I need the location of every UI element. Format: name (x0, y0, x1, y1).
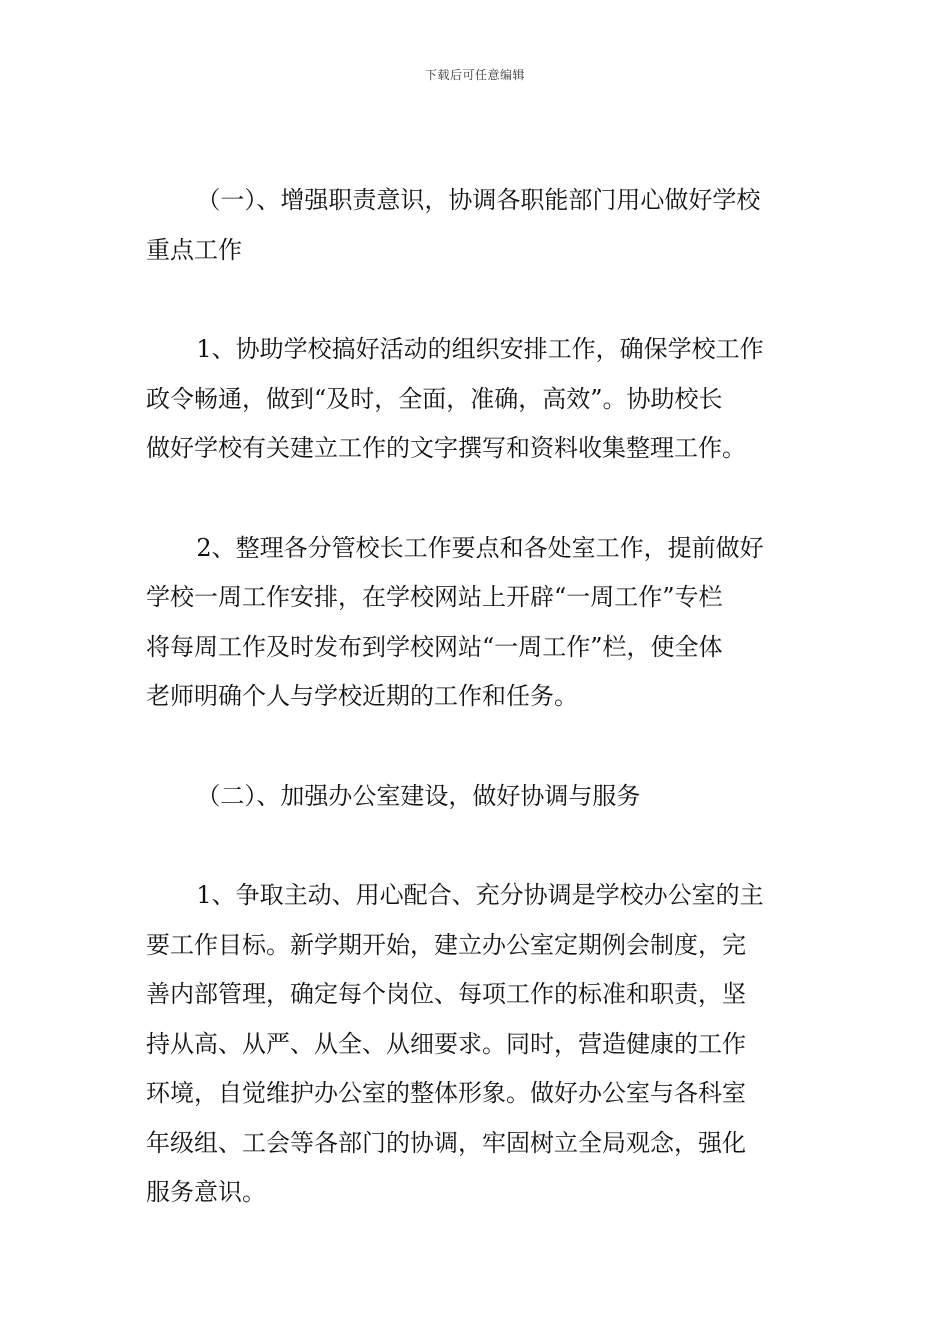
text-line: 持从高、从严、从全、从细要求。同时，营造健康的工作 (146, 1029, 746, 1058)
text-line: 老师明确个人与学校近期的工作和任务。 (146, 682, 578, 710)
text-line: 重点工作 (146, 235, 242, 264)
document-body (146, 176, 808, 1218)
text-line: （一）、增强职责意识，协调各职能部门用心做好学校 (196, 186, 761, 214)
text-line: 善内部管理，确定每个岗位、每项工作的标准和职责，坚 (146, 980, 746, 1008)
text-line: 将每周工作及时发布到学校网站“一周工作”栏，使全体 (146, 632, 723, 661)
section-heading-1 (146, 176, 808, 275)
text-line: 环境，自觉维护办公室的整体形象。做好办公室与各科室 (146, 1079, 746, 1107)
text-line: 做好学校有关建立工作的文字撰写和资料收集整理工作。 (146, 434, 746, 462)
text-line: （二）、加强办公室建设，做好协调与服务 (196, 781, 641, 810)
text-line: 1、协助学校搞好活动的组织安排工作，确保学校工作 (196, 335, 764, 363)
paragraph-1-2 (146, 524, 808, 722)
paragraph-2-1 (146, 871, 808, 1218)
page-header-note: 下载后可任意编辑 (424, 68, 525, 82)
section-heading-2 (146, 772, 808, 822)
text-line: 学校一周工作安排，在学校网站上开辟“一周工作”专栏 (146, 583, 723, 611)
text-line: 2、整理各分管校长工作要点和各处室工作，提前做好 (196, 533, 764, 562)
text-line: 政令畅通，做到“及时，全面，准确，高效”。协助校长 (146, 384, 723, 413)
text-line: 要工作目标。新学期开始，建立办公室定期例会制度，完 (146, 930, 746, 959)
text-line: 服务意识。 (146, 1178, 266, 1206)
text-line: 年级组、工会等各部门的协调，牢固树立全局观念，强化 (146, 1128, 746, 1157)
text-line: 1、争取主动、用心配合、充分协调是学校办公室的主 (196, 881, 764, 909)
paragraph-1-1 (146, 325, 808, 474)
